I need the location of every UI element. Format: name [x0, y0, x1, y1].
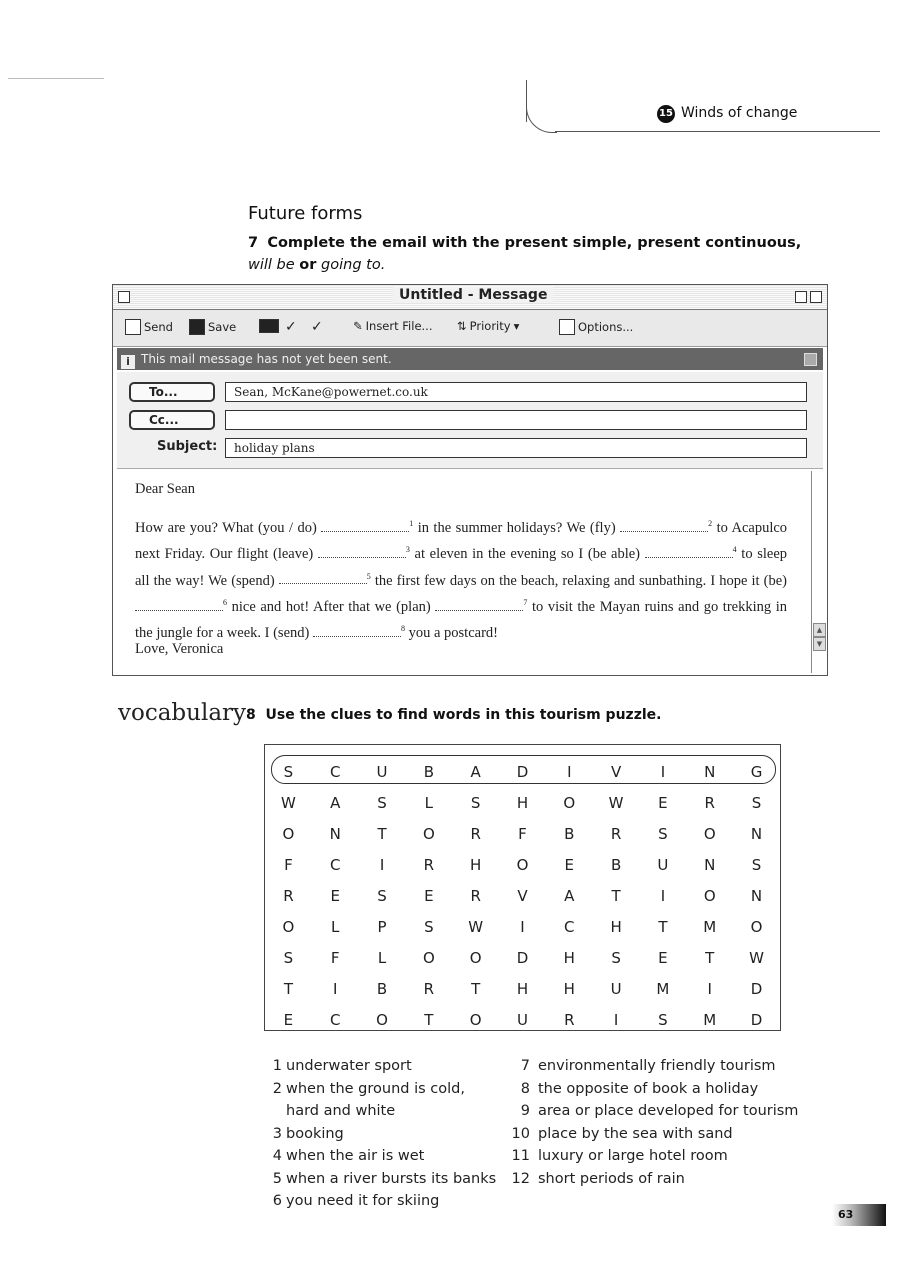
address-book-button[interactable]: [259, 319, 279, 333]
clue-number: 11: [511, 1148, 530, 1164]
zoom-box-icon[interactable]: [795, 291, 807, 303]
spelling-button[interactable]: [311, 319, 323, 335]
puzzle-letter[interactable]: W: [280, 794, 296, 812]
puzzle-row: [265, 881, 780, 912]
puzzle-letter[interactable]: W: [749, 949, 764, 967]
paperclip-icon: ✎: [353, 319, 363, 333]
puzzle-letter[interactable]: W: [608, 794, 624, 812]
clue-item: [268, 1055, 508, 1078]
puzzle-letter[interactable]: A: [330, 794, 341, 812]
body-text: to sleep all the way! We (spend): [135, 546, 788, 589]
gap-number: 2: [708, 519, 713, 528]
clue-text: when the air is wet: [286, 1148, 425, 1164]
puzzle-letter[interactable]: F: [518, 825, 527, 843]
clue-text: booking: [286, 1125, 344, 1142]
puzzle-letter[interactable]: C: [329, 1011, 341, 1029]
body-text: you a postcard!: [408, 625, 498, 642]
clue-text: you need it for skiing: [286, 1193, 440, 1209]
clue-item: [508, 1100, 808, 1123]
body-text: How are you? What (you / do): [135, 519, 317, 536]
puzzle-letter[interactable]: V: [610, 763, 622, 781]
header-underline: [555, 131, 880, 132]
puzzle-letter[interactable]: T: [658, 918, 668, 936]
send-icon: [125, 319, 141, 335]
to-field[interactable]: Sean, McKane@powernet.co.uk: [225, 382, 807, 402]
unsent-notice-bar: [117, 348, 823, 370]
info-icon: i: [121, 355, 135, 369]
header-curve: [526, 100, 557, 133]
puzzle-letter[interactable]: S: [377, 794, 387, 812]
puzzle-letter[interactable]: H: [563, 949, 575, 967]
clue-text: area or place developed for tourism: [538, 1103, 799, 1119]
clue-item: [268, 1190, 508, 1213]
puzzle-letter[interactable]: N: [750, 825, 763, 843]
send-button[interactable]: [125, 319, 173, 335]
puzzle-letter[interactable]: T: [705, 949, 715, 967]
puzzle-letter[interactable]: N: [704, 763, 716, 781]
puzzle-row: [265, 1005, 780, 1036]
puzzle-letter[interactable]: I: [660, 887, 666, 905]
puzzle-letter[interactable]: L: [377, 949, 387, 967]
puzzle-letter[interactable]: L: [424, 794, 434, 812]
puzzle-letter[interactable]: S: [751, 856, 762, 874]
puzzle-letter[interactable]: F: [330, 949, 340, 967]
body-text: in the summer holidays? We (fly): [417, 519, 616, 536]
scroll-down-icon[interactable]: ▼: [813, 637, 826, 651]
puzzle-letter[interactable]: B: [376, 980, 388, 998]
puzzle-letter[interactable]: I: [520, 918, 525, 936]
puzzle-letter[interactable]: S: [283, 949, 294, 967]
exercise-7-instruction: [248, 232, 808, 276]
puzzle-letter[interactable]: E: [658, 949, 668, 967]
clue-number: 7: [520, 1058, 530, 1074]
puzzle-letter[interactable]: R: [423, 856, 435, 874]
clues-left: [268, 1055, 508, 1213]
body-text: nice and hot! After that we (plan): [231, 598, 431, 615]
puzzle-letter[interactable]: D: [750, 1011, 763, 1029]
to-button[interactable]: To...: [129, 382, 215, 402]
puzzle-letter[interactable]: P: [377, 918, 387, 936]
puzzle-letter[interactable]: R: [610, 825, 622, 843]
puzzle-letter[interactable]: S: [611, 949, 621, 967]
clue-text: when the ground is cold,: [286, 1080, 465, 1097]
puzzle-letter[interactable]: O: [703, 887, 716, 905]
options-icon: [559, 319, 575, 335]
clue-text: hard and white: [286, 1103, 396, 1119]
puzzle-letter[interactable]: C: [564, 918, 575, 936]
puzzle-letter[interactable]: U: [610, 980, 622, 998]
puzzle-letter[interactable]: O: [750, 918, 763, 936]
clue-item: [508, 1055, 808, 1078]
puzzle-letter[interactable]: N: [750, 887, 763, 905]
message-text: [135, 513, 787, 645]
puzzle-letter[interactable]: I: [567, 763, 572, 781]
title-bar[interactable]: [113, 285, 827, 310]
puzzle-letter[interactable]: D: [516, 763, 529, 781]
puzzle-row: [265, 819, 780, 850]
puzzle-letter[interactable]: E: [330, 887, 340, 905]
body-text: to Acapulco next Friday. Our flight (leave): [135, 519, 788, 563]
puzzle-letter[interactable]: T: [283, 980, 293, 998]
puzzle-letter[interactable]: L: [331, 918, 340, 936]
scroll-up-icon[interactable]: ▲: [813, 623, 826, 637]
puzzle-letter[interactable]: A: [564, 887, 575, 905]
save-button[interactable]: [189, 319, 236, 335]
clue-number: 12: [511, 1170, 530, 1187]
address-header: [117, 372, 823, 469]
clue-text: underwater sport: [286, 1058, 412, 1074]
clue-item: [268, 1168, 508, 1191]
puzzle-letter[interactable]: O: [469, 949, 482, 967]
clue-item: [268, 1145, 508, 1168]
greeting: Dear Sean: [135, 481, 195, 497]
instruction-text: Complete the email with the present simple, present continuous,: [267, 235, 802, 251]
puzzle-letter[interactable]: R: [564, 1011, 575, 1029]
cc-button[interactable]: Cc...: [129, 410, 215, 430]
unit-title: Winds of change: [681, 105, 798, 121]
clue-item: [268, 1078, 508, 1101]
puzzle-letter[interactable]: E: [424, 887, 434, 905]
puzzle-letter[interactable]: M: [656, 980, 670, 998]
gap-4[interactable]: [645, 546, 733, 558]
toolbar: [113, 310, 827, 347]
unit-number-badge: 15: [657, 105, 675, 123]
body-text: to visit the Mayan ruins and go trekking in the jungle for a week. I (send): [135, 598, 788, 642]
puzzle-letter[interactable]: O: [422, 949, 435, 967]
gap-number: 5: [366, 571, 371, 581]
priority-button[interactable]: [457, 319, 519, 333]
page-number: 63: [832, 1204, 886, 1226]
subject-field[interactable]: holiday plans: [225, 438, 807, 458]
puzzle-letter[interactable]: U: [376, 763, 388, 781]
puzzle-row: [265, 788, 780, 819]
insert-file-button[interactable]: [353, 319, 433, 333]
puzzle-letter[interactable]: H: [516, 980, 529, 998]
clue-item: [268, 1123, 508, 1146]
puzzle-letter[interactable]: H: [516, 794, 529, 812]
clues-right: [508, 1055, 808, 1190]
puzzle-letter[interactable]: D: [750, 980, 763, 998]
clue-text: place by the sea with sand: [538, 1125, 733, 1142]
puzzle-letter[interactable]: U: [657, 856, 669, 874]
puzzle-row: [265, 757, 780, 788]
spelling-icon: ✓: [311, 319, 323, 335]
puzzle-letter[interactable]: N: [329, 825, 341, 843]
save-label: Save: [208, 320, 237, 334]
check-names-icon: ✓: [285, 319, 297, 335]
gap-number: 8: [400, 624, 405, 634]
puzzle-letter[interactable]: T: [377, 825, 387, 843]
close-box-icon[interactable]: [118, 291, 130, 303]
puzzle-letter[interactable]: A: [470, 763, 481, 781]
clue-item: [508, 1145, 808, 1168]
puzzle-letter[interactable]: B: [423, 763, 434, 781]
puzzle-letter[interactable]: E: [564, 856, 575, 874]
exercise-number: 8: [246, 707, 256, 723]
clue-text: when a river bursts its banks: [286, 1170, 497, 1187]
puzzle-letter[interactable]: S: [283, 763, 294, 781]
puzzle-letter[interactable]: O: [422, 825, 435, 843]
puzzle-row: [265, 974, 780, 1005]
puzzle-letter[interactable]: S: [424, 918, 434, 936]
puzzle-letter[interactable]: I: [333, 980, 338, 998]
puzzle-letter[interactable]: O: [563, 794, 576, 812]
options-label: Options...: [578, 320, 634, 334]
clue-number: 6: [272, 1193, 282, 1209]
puzzle-letter[interactable]: R: [283, 887, 294, 905]
save-disk-icon: [189, 319, 205, 335]
puzzle-letter[interactable]: E: [658, 794, 668, 812]
gap-number: 3: [405, 545, 410, 555]
puzzle-letter[interactable]: I: [660, 763, 666, 781]
clue-text: short periods of rain: [538, 1170, 685, 1187]
check-names-button[interactable]: [285, 319, 297, 335]
puzzle-letter[interactable]: B: [564, 825, 575, 843]
puzzle-letter[interactable]: C: [329, 856, 341, 874]
word-search-puzzle: [264, 744, 781, 1031]
puzzle-letter[interactable]: O: [469, 1011, 482, 1029]
priority-icon: ⇅: [457, 319, 467, 333]
puzzle-grid: [265, 757, 780, 1036]
gap-2[interactable]: [620, 520, 708, 532]
puzzle-letter[interactable]: I: [613, 1011, 619, 1029]
clue-item: [508, 1123, 808, 1146]
puzzle-letter[interactable]: R: [423, 980, 435, 998]
gap-7[interactable]: [435, 599, 523, 611]
address-book-icon: [259, 319, 279, 333]
options-button[interactable]: [559, 319, 633, 335]
priority-label: Priority: [469, 319, 511, 333]
puzzle-letter[interactable]: O: [376, 1011, 388, 1029]
puzzle-letter[interactable]: O: [282, 825, 295, 843]
gap-number: 7: [523, 597, 528, 607]
body-text: the first few days on the beach, relaxing and sunbathing. I hope it (be): [374, 572, 787, 589]
puzzle-row: [265, 943, 780, 974]
vocabulary-heading: vocabulary: [118, 700, 247, 726]
gap-number: 6: [223, 597, 227, 607]
gap-6[interactable]: [135, 599, 223, 611]
clue-number: 2: [272, 1080, 282, 1097]
subject-label: Subject:: [157, 439, 218, 454]
puzzle-row: [265, 912, 780, 943]
cc-field[interactable]: [225, 410, 807, 430]
gap-3[interactable]: [318, 546, 406, 558]
vertical-scrollbar[interactable]: [811, 471, 826, 673]
gap-number: 1: [409, 519, 414, 528]
puzzle-letter[interactable]: M: [703, 1011, 717, 1029]
gap-5[interactable]: [279, 572, 367, 584]
puzzle-letter[interactable]: H: [470, 856, 482, 874]
puzzle-letter[interactable]: R: [470, 825, 481, 843]
puzzle-letter[interactable]: C: [329, 763, 341, 781]
clue-number: 4: [272, 1148, 282, 1164]
puzzle-letter[interactable]: M: [703, 918, 717, 936]
puzzle-letter[interactable]: O: [703, 825, 716, 843]
top-rule: [8, 78, 104, 79]
clue-item: [508, 1078, 808, 1101]
message-window: [112, 284, 828, 676]
puzzle-letter[interactable]: T: [471, 980, 481, 998]
instruction-option-1: will be: [248, 257, 295, 273]
clue-text: environmentally friendly tourism: [538, 1058, 776, 1074]
clue-number: 3: [272, 1125, 282, 1142]
puzzle-letter[interactable]: I: [379, 856, 385, 874]
close-notice-icon[interactable]: [804, 353, 817, 366]
puzzle-letter[interactable]: S: [751, 794, 762, 812]
puzzle-letter[interactable]: F: [284, 856, 293, 874]
puzzle-letter[interactable]: E: [283, 1011, 294, 1029]
puzzle-letter[interactable]: S: [658, 1011, 668, 1029]
clue-text: luxury or large hotel room: [538, 1148, 728, 1164]
send-label: Send: [144, 320, 173, 334]
puzzle-letter[interactable]: T: [424, 1011, 434, 1029]
exercise-number: 7: [248, 235, 259, 251]
clue-text: the opposite of book a holiday: [538, 1080, 759, 1097]
collapse-box-icon[interactable]: [810, 291, 822, 303]
puzzle-letter[interactable]: U: [516, 1011, 528, 1029]
gap-number: 4: [732, 545, 737, 555]
instruction-text: Use the clues to find words in this tourism puzzle.: [265, 707, 662, 723]
puzzle-letter[interactable]: O: [516, 856, 529, 874]
section-title: Future forms: [248, 203, 363, 224]
clue-number: 5: [272, 1170, 282, 1187]
puzzle-letter[interactable]: G: [750, 763, 763, 781]
gap-8[interactable]: [313, 625, 401, 637]
insert-file-label: Insert File...: [365, 319, 433, 333]
puzzle-letter[interactable]: D: [516, 949, 529, 967]
clue-number: 8: [520, 1080, 530, 1097]
chevron-down-icon: ▾: [513, 319, 520, 333]
puzzle-row: [265, 850, 780, 881]
signoff: Love, Veronica: [135, 641, 224, 657]
instruction-or: or: [299, 257, 317, 273]
body-text: at eleven in the evening so I (be able): [414, 546, 641, 563]
puzzle-letter[interactable]: N: [704, 856, 716, 874]
puzzle-letter[interactable]: S: [470, 794, 481, 812]
puzzle-letter[interactable]: H: [610, 918, 622, 936]
puzzle-letter[interactable]: H: [563, 980, 575, 998]
puzzle-letter[interactable]: W: [468, 918, 484, 936]
clue-number: 1: [272, 1058, 282, 1074]
puzzle-letter[interactable]: T: [611, 887, 621, 905]
notice-text: This mail message has not yet been sent.: [141, 352, 392, 366]
puzzle-letter[interactable]: S: [658, 825, 668, 843]
clue-number: 10: [511, 1125, 530, 1142]
puzzle-letter[interactable]: B: [610, 856, 622, 874]
clue-item: [508, 1168, 808, 1191]
instruction-option-2: going to.: [321, 257, 386, 273]
gap-1[interactable]: [321, 520, 409, 532]
puzzle-letter[interactable]: R: [704, 794, 715, 812]
exercise-8-instruction: [246, 707, 661, 723]
puzzle-letter[interactable]: S: [377, 887, 387, 905]
puzzle-letter[interactable]: R: [470, 887, 481, 905]
puzzle-letter[interactable]: O: [282, 918, 295, 936]
window-title: Untitled - Message: [393, 287, 553, 303]
message-body[interactable]: [117, 471, 809, 671]
clue-number: 9: [520, 1103, 530, 1119]
puzzle-letter[interactable]: I: [707, 980, 712, 998]
clue-item: [268, 1100, 508, 1123]
puzzle-letter[interactable]: V: [517, 887, 528, 905]
